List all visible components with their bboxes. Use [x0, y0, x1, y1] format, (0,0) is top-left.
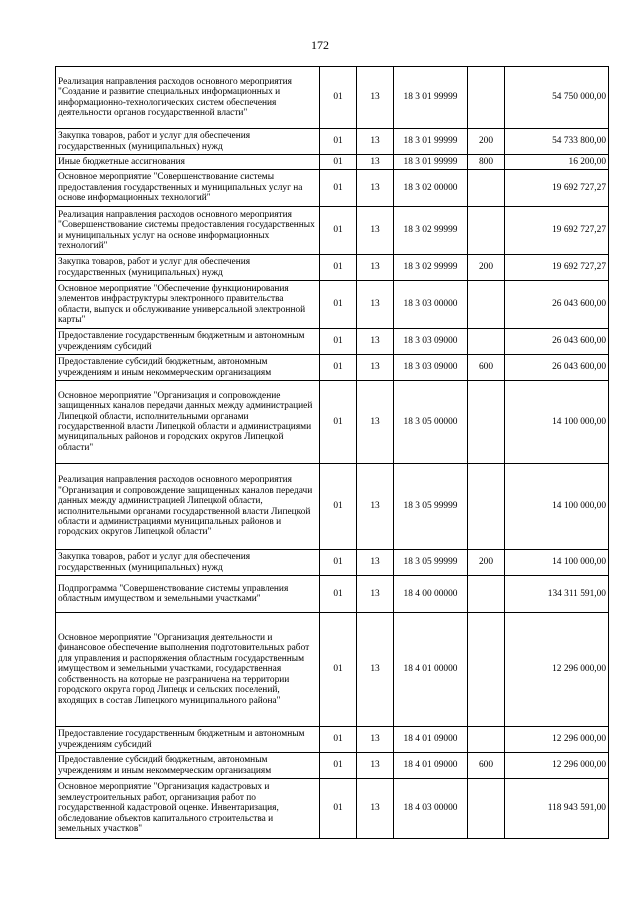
- row-target-article: 18 3 01 99999: [394, 67, 468, 129]
- row-expense-type: [468, 381, 505, 464]
- row-amount: 118 943 591,00: [505, 779, 609, 839]
- row-subsection: 13: [357, 281, 394, 329]
- row-amount: 26 043 600,00: [505, 329, 609, 355]
- table-row: [56, 779, 609, 839]
- row-target-article: 18 3 03 00000: [394, 281, 468, 329]
- row-expense-type: [468, 576, 505, 613]
- table-row: [56, 281, 609, 329]
- row-amount: 14 100 000,00: [505, 550, 609, 576]
- row-description: Подпрограмма "Совершенствование системы управления областным имуществом и земельными участками": [56, 576, 320, 613]
- row-section: 01: [320, 67, 357, 129]
- row-subsection: 13: [357, 355, 394, 381]
- row-target-article: 18 4 01 09000: [394, 727, 468, 753]
- row-subsection: 13: [357, 779, 394, 839]
- row-amount: 12 296 000,00: [505, 727, 609, 753]
- row-section: 01: [320, 281, 357, 329]
- row-amount: 16 200,00: [505, 155, 609, 170]
- row-description: Закупка товаров, работ и услуг для обеспечения государственных (муниципальных) нужд: [56, 550, 320, 576]
- table-row: [56, 170, 609, 207]
- row-subsection: 13: [357, 155, 394, 170]
- row-section: 01: [320, 155, 357, 170]
- row-expense-type: [468, 613, 505, 727]
- row-target-article: 18 3 05 00000: [394, 381, 468, 464]
- row-amount: 26 043 600,00: [505, 355, 609, 381]
- row-expense-type: [468, 779, 505, 839]
- row-description: Предоставление государственным бюджетным и автономным учреждениям субсидий: [56, 329, 320, 355]
- row-target-article: 18 3 01 99999: [394, 155, 468, 170]
- row-subsection: 13: [357, 129, 394, 155]
- row-amount: 14 100 000,00: [505, 464, 609, 550]
- row-section: 01: [320, 329, 357, 355]
- row-amount: 134 311 591,00: [505, 576, 609, 613]
- table-row: [56, 753, 609, 779]
- table-row: [56, 67, 609, 129]
- row-amount: 26 043 600,00: [505, 281, 609, 329]
- row-expense-type: [468, 170, 505, 207]
- budget-table: [55, 66, 609, 839]
- row-subsection: 13: [357, 753, 394, 779]
- row-subsection: 13: [357, 464, 394, 550]
- table-row: [56, 576, 609, 613]
- row-description: Предоставление государственным бюджетным и автономным учреждениям субсидий: [56, 727, 320, 753]
- row-expense-type: [468, 464, 505, 550]
- row-expense-type: 200: [468, 550, 505, 576]
- row-target-article: 18 3 03 09000: [394, 329, 468, 355]
- table-row: [56, 464, 609, 550]
- row-expense-type: 800: [468, 155, 505, 170]
- row-section: 01: [320, 613, 357, 727]
- row-amount: 14 100 000,00: [505, 381, 609, 464]
- table-row: [56, 255, 609, 281]
- budget-table-body: [56, 67, 609, 839]
- row-amount: 12 296 000,00: [505, 753, 609, 779]
- row-amount: 19 692 727,27: [505, 170, 609, 207]
- row-description: Предоставление субсидий бюджетным, автономным учреждениям и иным некоммерческим организациям: [56, 355, 320, 381]
- row-subsection: 13: [357, 329, 394, 355]
- row-amount: 19 692 727,27: [505, 255, 609, 281]
- row-description: Основное мероприятие "Организация и сопровождение защищенных каналов передачи данных между администрацией Липецкой области, исполнительными органами государственной власти Липецкой области и администрациями муниципальных районов и городских округов Липецкой области": [56, 381, 320, 464]
- row-subsection: 13: [357, 170, 394, 207]
- row-description: Основное мероприятие "Совершенствование системы предоставления государственных и муниципальных услуг на основе информационных технологий": [56, 170, 320, 207]
- row-description: Основное мероприятие "Обеспечение функционирования элементов инфраструктуры электронного правительства области, выпуск и обслуживание универсальной электронной карты": [56, 281, 320, 329]
- row-description: Основное мероприятие "Организация кадастровых и землеустроительных работ, организация работ по государственной кадастровой оценке. Инвентаризация, обследование объектов капитального строительства и земельных участков": [56, 779, 320, 839]
- row-section: 01: [320, 255, 357, 281]
- row-description: Реализация направления расходов основного мероприятия "Создание и развитие специальных информационных и информационно-технологических систем обеспечения деятельности органов государственной власти": [56, 67, 320, 129]
- row-description: Иные бюджетные ассигнования: [56, 155, 320, 170]
- row-expense-type: [468, 67, 505, 129]
- row-description: Реализация направления расходов основного мероприятия "Совершенствование системы предоставления государственных и муниципальных услуг на основе информационных технологий": [56, 207, 320, 255]
- row-subsection: 13: [357, 727, 394, 753]
- row-description: Закупка товаров, работ и услуг для обеспечения государственных (муниципальных) нужд: [56, 129, 320, 155]
- row-expense-type: [468, 727, 505, 753]
- row-subsection: 13: [357, 255, 394, 281]
- row-expense-type: 600: [468, 355, 505, 381]
- row-section: 01: [320, 727, 357, 753]
- page-number: 172: [311, 38, 329, 52]
- table-row: [56, 727, 609, 753]
- row-subsection: 13: [357, 207, 394, 255]
- row-target-article: 18 4 01 09000: [394, 753, 468, 779]
- row-target-article: 18 3 01 99999: [394, 129, 468, 155]
- row-description: Реализация направления расходов основного мероприятия "Организация и сопровождение защищенных каналов передачи данных между администрацией Липецкой области, исполнительными органами государственной власти Липецкой области и администрациями муниципальных районов и городских округов Липецкой области": [56, 464, 320, 550]
- row-expense-type: [468, 281, 505, 329]
- row-section: 01: [320, 207, 357, 255]
- row-section: 01: [320, 753, 357, 779]
- row-section: 01: [320, 129, 357, 155]
- row-description: Закупка товаров, работ и услуг для обеспечения государственных (муниципальных) нужд: [56, 255, 320, 281]
- table-row: [56, 381, 609, 464]
- row-section: 01: [320, 381, 357, 464]
- row-target-article: 18 3 02 99999: [394, 255, 468, 281]
- row-target-article: 18 4 00 00000: [394, 576, 468, 613]
- row-expense-type: [468, 207, 505, 255]
- row-expense-type: 600: [468, 753, 505, 779]
- row-target-article: 18 3 02 99999: [394, 207, 468, 255]
- table-row: [56, 329, 609, 355]
- row-section: 01: [320, 464, 357, 550]
- table-row: [56, 129, 609, 155]
- row-target-article: 18 3 02 00000: [394, 170, 468, 207]
- row-section: 01: [320, 550, 357, 576]
- row-subsection: 13: [357, 67, 394, 129]
- row-subsection: 13: [357, 381, 394, 464]
- row-amount: 19 692 727,27: [505, 207, 609, 255]
- row-expense-type: [468, 329, 505, 355]
- row-section: 01: [320, 170, 357, 207]
- row-target-article: 18 3 03 09000: [394, 355, 468, 381]
- row-section: 01: [320, 576, 357, 613]
- row-target-article: 18 3 05 99999: [394, 464, 468, 550]
- row-expense-type: 200: [468, 255, 505, 281]
- row-description: Основное мероприятие "Организация деятельности и финансовое обеспечение выполнения подготовительных работ для управления и распоряжения областным государственным имуществом и земельными участками, государственная собственность на которые не разграничена на территории городского округа город Липецк и сельских поселений, входящих в состав Липецкого муниципального района": [56, 613, 320, 727]
- row-section: 01: [320, 779, 357, 839]
- table-row: [56, 207, 609, 255]
- row-expense-type: 200: [468, 129, 505, 155]
- row-description: Предоставление субсидий бюджетным, автономным учреждениям и иным некоммерческим организациям: [56, 753, 320, 779]
- row-section: 01: [320, 355, 357, 381]
- table-row: [56, 155, 609, 170]
- table-row: [56, 355, 609, 381]
- table-row: [56, 550, 609, 576]
- row-subsection: 13: [357, 613, 394, 727]
- table-row: [56, 613, 609, 727]
- row-subsection: 13: [357, 576, 394, 613]
- row-target-article: 18 4 01 00000: [394, 613, 468, 727]
- row-subsection: 13: [357, 550, 394, 576]
- row-target-article: 18 4 03 00000: [394, 779, 468, 839]
- row-amount: 54 750 000,00: [505, 67, 609, 129]
- row-amount: 54 733 800,00: [505, 129, 609, 155]
- row-amount: 12 296 000,00: [505, 613, 609, 727]
- row-target-article: 18 3 05 99999: [394, 550, 468, 576]
